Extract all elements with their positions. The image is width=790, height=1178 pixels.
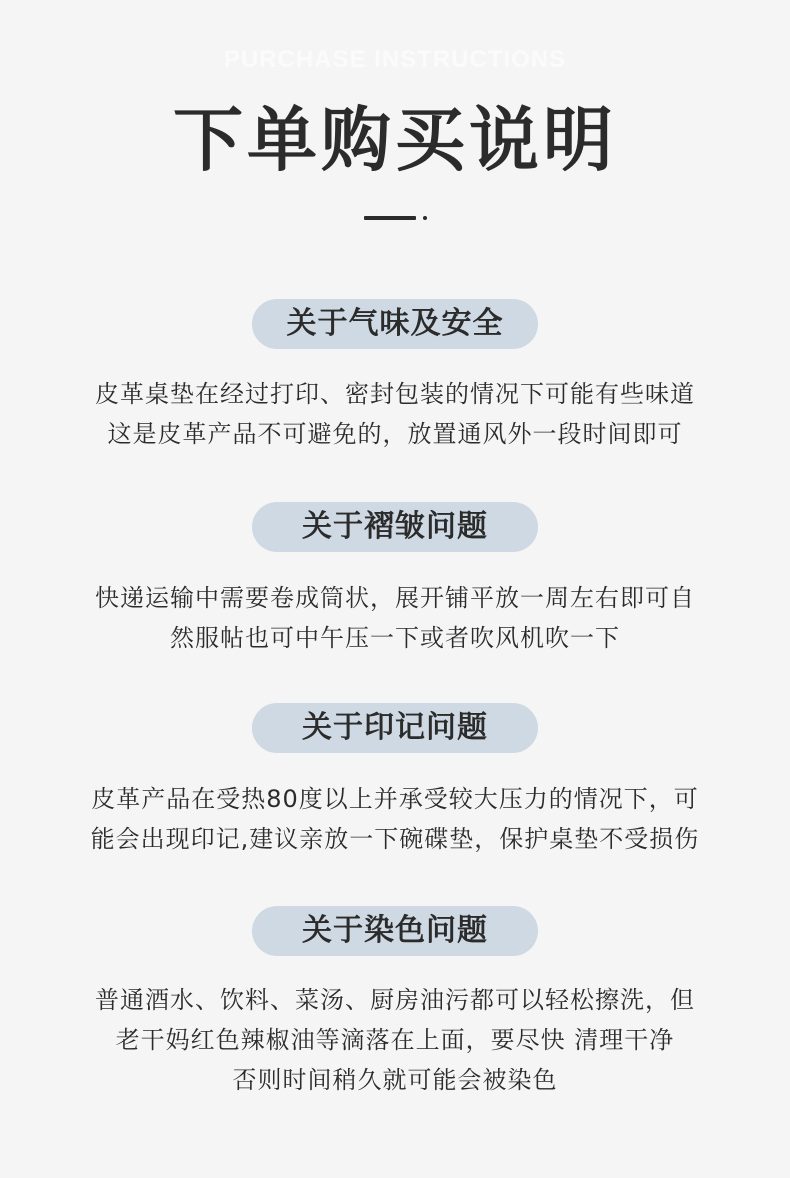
header-subtitle-en: PURCHASE INSTRUCTIONS [223,46,567,73]
section-heading-pill: 关于气味及安全 [252,299,538,349]
section-heading-pill: 关于染色问题 [252,906,538,956]
section-body [40,374,750,454]
section-heading-pill: 关于印记问题 [252,703,538,753]
body-line: 这是皮革产品不可避免的，放置通风外一段时间即可 [107,420,683,448]
body-line: 普通酒水、饮料、菜汤、厨房油污都可以轻松擦洗，但 [95,986,695,1014]
body-line: 皮革桌垫在经过打印、密封包装的情况下可能有些味道 [95,380,695,408]
body-line: 能会出现印记,建议亲放一下碗碟垫，保护桌垫不受损伤 [90,825,700,853]
body-line: 老干妈红色辣椒油等滴落在上面，要尽快 清理干净 [115,1026,675,1054]
section-heading-pill: 关于褶皱问题 [252,502,538,552]
section-body [40,779,750,859]
title-divider [364,216,416,220]
section-body [40,980,750,1100]
body-line: 快递运输中需要卷成筒状，展开铺平放一周左右即可自 [95,584,695,612]
body-line: 然服帖也可中午压一下或者吹风机吹一下 [170,624,620,652]
body-line: 否则时间稍久就可能会被染色 [232,1066,558,1094]
title-divider-dot [423,216,427,220]
page-title: 下单购买说明 [173,99,617,181]
section-body [40,578,750,658]
body-line: 皮革产品在受热80度以上并承受较大压力的情况下，可 [91,785,699,813]
